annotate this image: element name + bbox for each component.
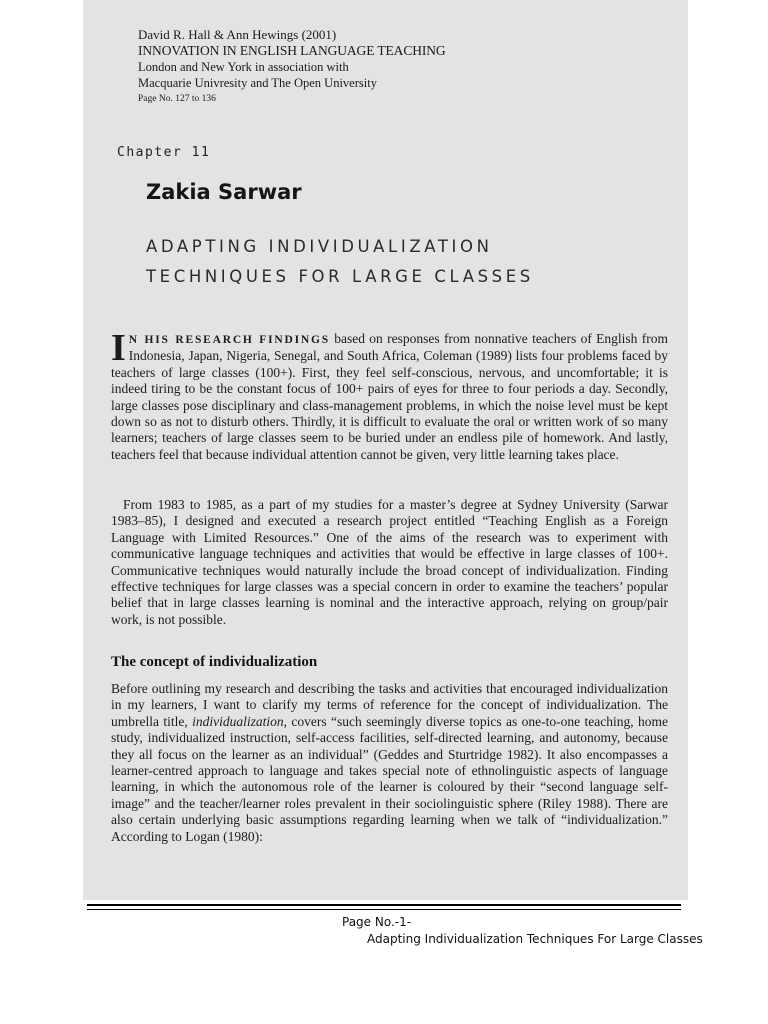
footer-page-number: Page No.-1- xyxy=(342,915,412,929)
chapter-title xyxy=(146,232,534,292)
chapter-author: Zakia Sarwar xyxy=(146,180,302,204)
paragraph-3 xyxy=(111,681,668,845)
paragraph-1 xyxy=(111,327,668,463)
citation-place: London and New York in association with xyxy=(138,60,349,74)
citation-authors: David R. Hall & Ann Hewings (2001) xyxy=(138,27,337,42)
citation-block xyxy=(138,27,446,107)
paragraph-1-text: based on responses from nonnative teachers of English from Indonesia, Japan, Nigeria, Senegal, and South Africa, Coleman (1989) lists four problems faced by teachers of large classes (100+). First, they feel self-conscious, nervous, and uncomfortable; it is indeed tiring to be the constant focus of 100+ pairs of eyes for three to four periods a day. Secondly, large classes pose disciplinary and class-management problems, in which the noise level must be kept down so as not to disturb others. Thirdly, it is difficult to evaluate the oral or written work of so many learners; teachers of large classes seem to be buried under an endless pile of homework. And lastly, teachers feel that because individual attention cannot be given, very little learning takes place. xyxy=(111,331,668,462)
footer-running-title: Adapting Individualization Techniques For Large Classes xyxy=(367,932,703,946)
paragraph-2-text: From 1983 to 1985, as a part of my studies for a master’s degree at Sydney University (Sarwar 1983–85), I designed and executed a research project entitled “Teaching English as a Foreign Language with Limited Resources.” One of the aims of the research was to experiment with communicative language techniques and activities that would be effective in large classes of 100+. Communicative techniques would naturally include the broad concept of individualization. Finding effective techniques for large classes was a special concern in order to examine the teachers’ popular belief that in large classes learning is nominal and the interactive approach, relying on group/pair work, is not possible. xyxy=(111,497,668,627)
paragraph-2 xyxy=(111,497,668,628)
section-heading: The concept of individualization xyxy=(111,654,318,670)
chapter-title-line-2: TECHNIQUES FOR LARGE CLASSES xyxy=(146,267,534,286)
chapter-label: Chapter 11 xyxy=(117,145,211,160)
citation-book-title: INNOVATION IN ENGLISH LANGUAGE TEACHING xyxy=(138,43,446,58)
lead-in-smallcaps: N HIS RESEARCH FINDINGS xyxy=(128,334,330,346)
paragraph-3-text-b: , covers “such seemingly diverse topics as one-to-one teaching, home study, individualized instruction, self-access facilities, self-directed learning, and autonomy, because they all focus on the learner as an individual” (Geddes and Sturtridge 1982). It also encompasses a learner-centred approach to language and takes special note of ethnolinguistic aspects of language learning, in which the autonomous role of the learner is coloured by their “second language self-image” and the teacher/learner roles prevalent in their sociolinguistic sphere (Riley 1988). There are also certain underlying basic assumptions regarding learning when we talk of “individualization.” According to Logan (1980): xyxy=(111,713,668,844)
footer-rule-thin xyxy=(87,909,681,910)
footer-rule-thick xyxy=(87,904,681,906)
chapter-title-line-1: ADAPTING INDIVIDUALIZATION xyxy=(146,237,493,256)
paragraph-3-italic: individualization xyxy=(192,713,284,729)
citation-university: Macquarie Univresity and The Open University xyxy=(138,76,377,90)
citation-pages: Page No. 127 to 136 xyxy=(138,94,216,104)
drop-cap: I xyxy=(111,327,126,369)
paragraph-3-text-a: Before outlining my research and describing the tasks and activities that encouraged individualization in my learners, I want to clarify my terms of reference for the concept of individualization. The umbrella title, xyxy=(111,681,668,729)
